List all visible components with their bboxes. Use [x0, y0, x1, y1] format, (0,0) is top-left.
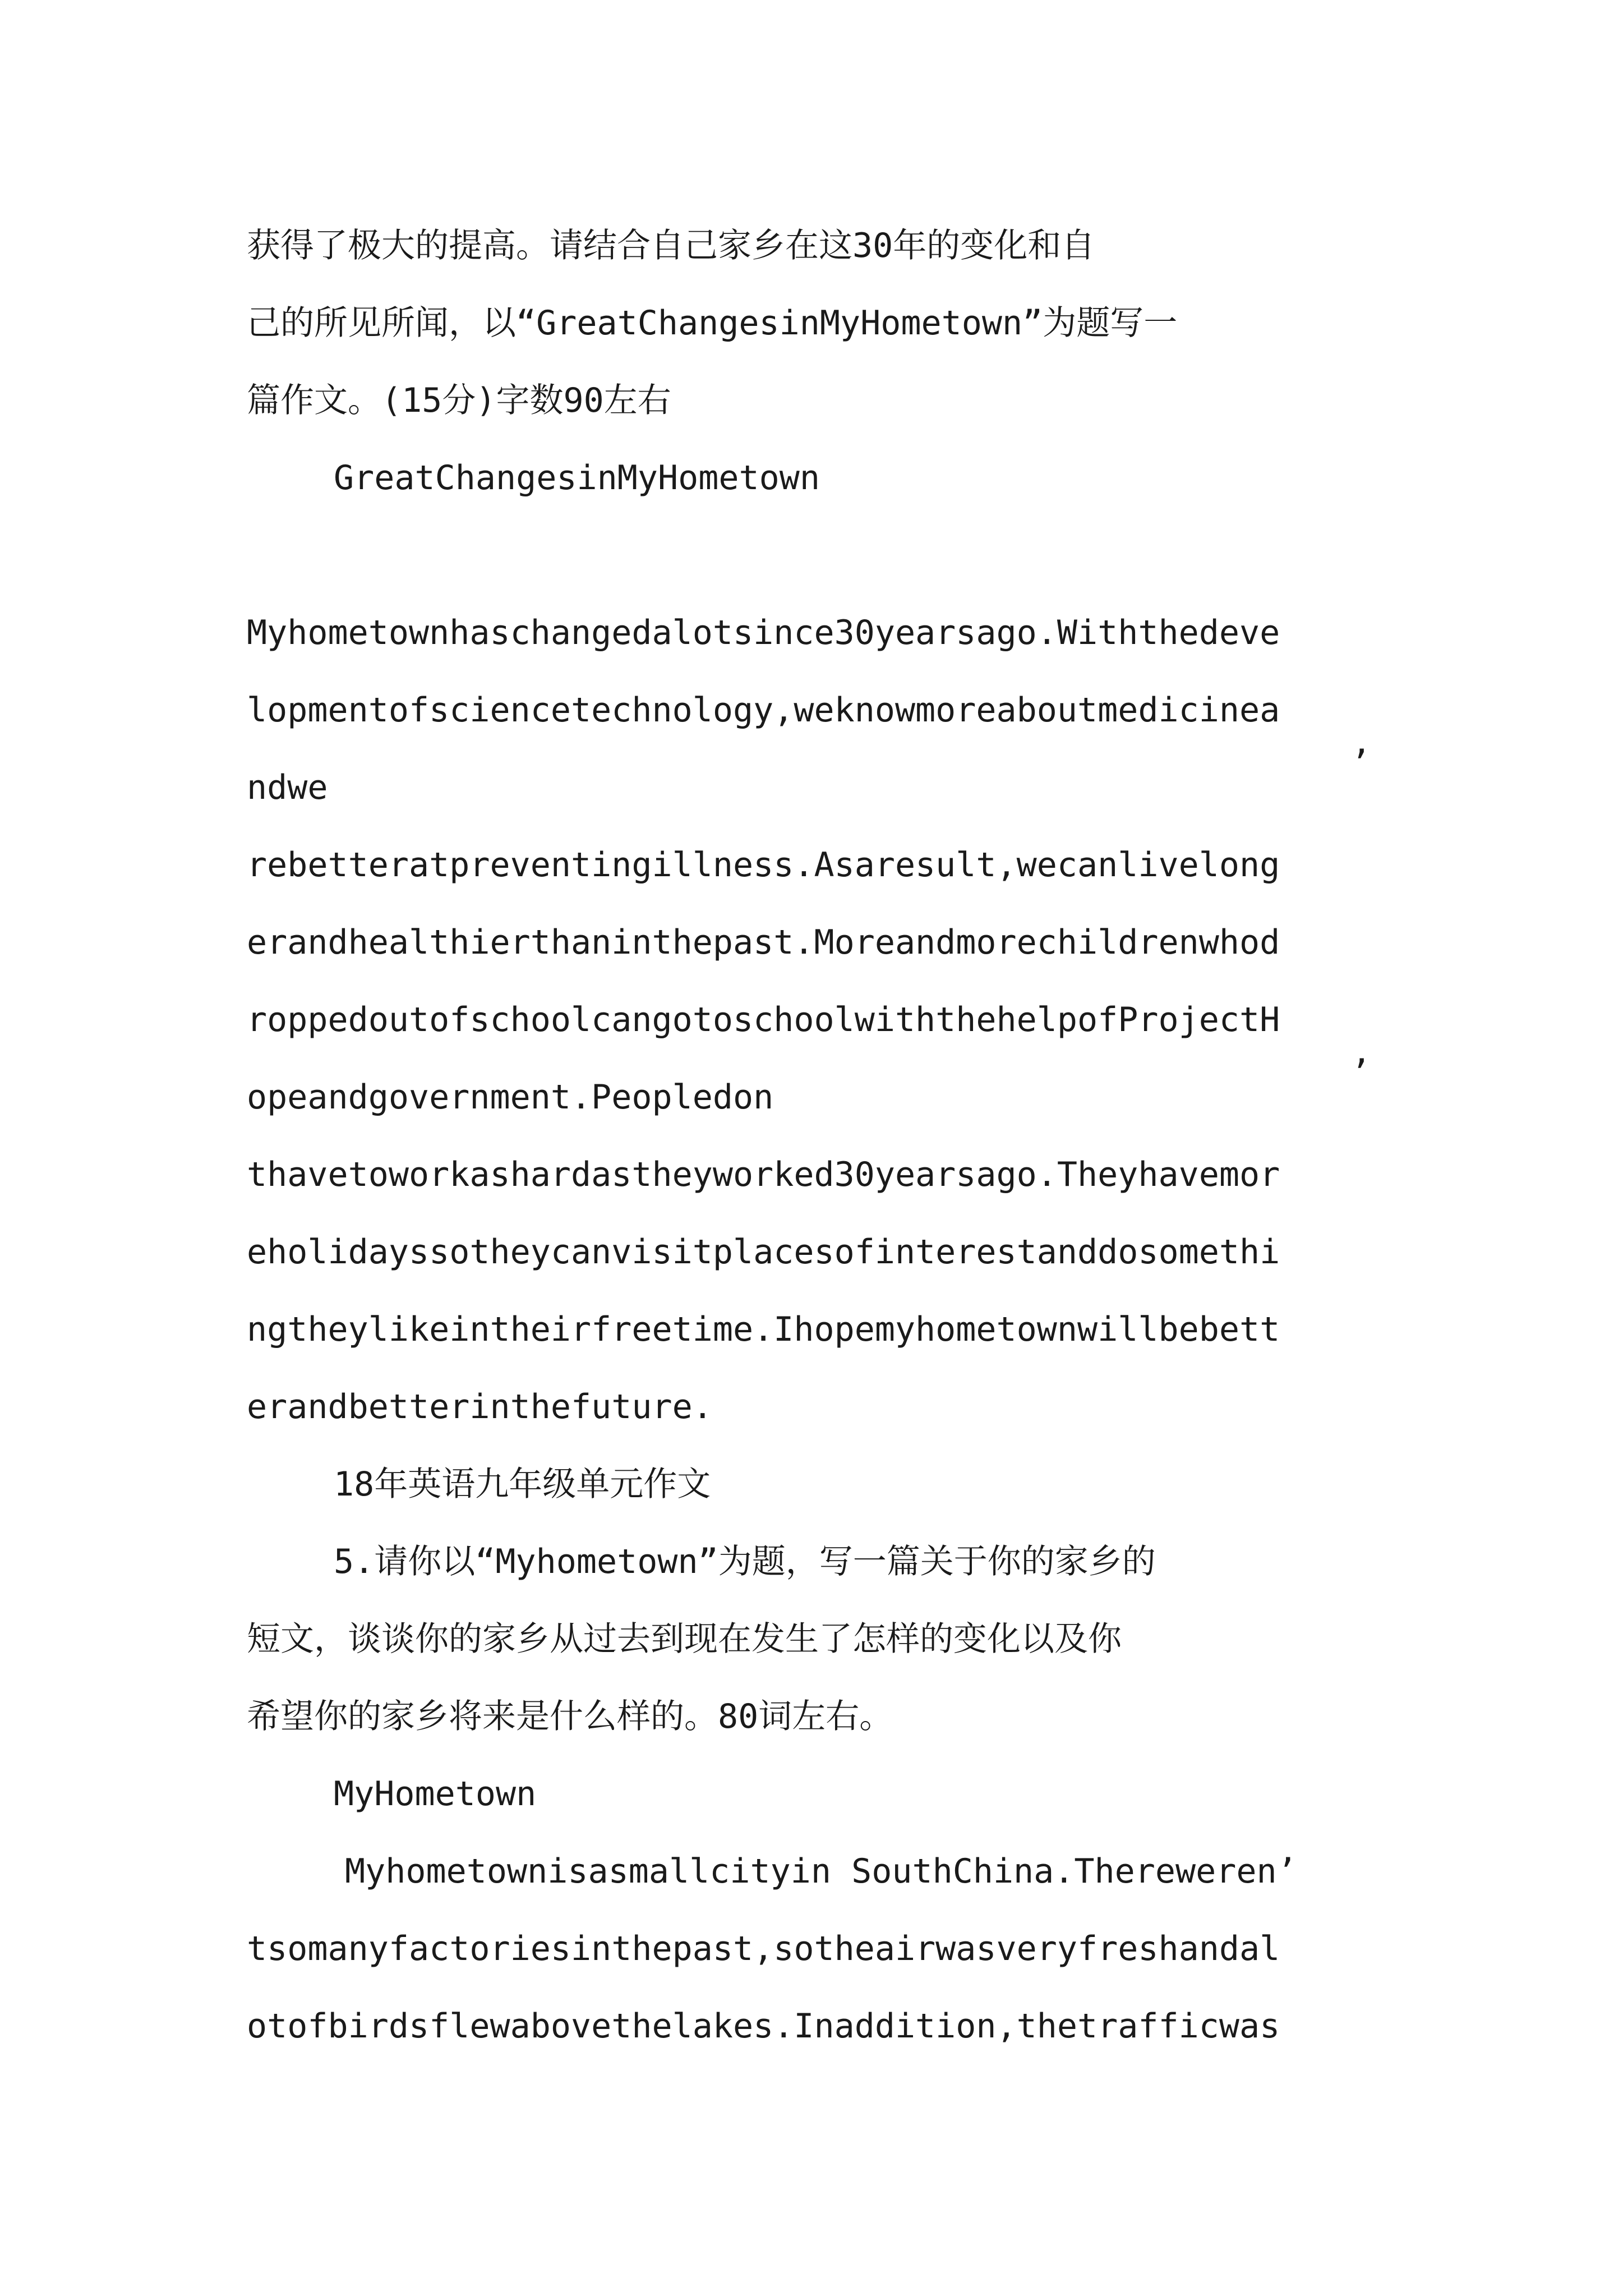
text-line-13: eholidayssotheycanvisitplacesofinterestanddosomethi [247, 1232, 1280, 1272]
floating-apostrophe-2: ’ [1350, 1053, 1371, 1092]
text-line-6: lopmentofsciencetechnology,weknowmoreaboutmedicinea [247, 691, 1280, 730]
text-line-22: tsomanyfactoriesinthepast,sotheairwasveryfreshandal [247, 1929, 1280, 1968]
text-line-8: rebetteratpreventingillness.Asaresult,wecanlivelong [247, 845, 1280, 885]
text-line-19: 希望你的家乡将来是什么样的。80词左右。 [247, 1697, 893, 1736]
text-line-3: 篇作文。(15分)字数90左右 [247, 381, 671, 420]
text-line-2: 己的所见所闻，以“GreatChangesinMyHometown”为题写一 [247, 303, 1178, 343]
text-line-21: Myhometownisasmallcityin SouthChina.Thereweren’ [345, 1852, 1297, 1891]
text-line-1: 获得了极大的提高。请结合自己家乡在这30年的变化和自 [247, 226, 1095, 265]
text-line-17: 5.请你以“Myhometown”为题，写一篇关于你的家乡的 [334, 1542, 1156, 1581]
text-line-14: ngtheylikeintheirfreetime.Ihopemyhometownwillbebett [247, 1310, 1280, 1349]
essay-title-1: GreatChangesinMyHometown [334, 458, 820, 498]
text-line-10: roppedoutofschoolcangotoschoolwiththehelpofProjectH [247, 1000, 1280, 1039]
text-line-11: opeandgovernment.Peopledon [247, 1078, 774, 1117]
text-line-15: erandbetterinthefuture. [247, 1387, 713, 1427]
floating-apostrophe-1: ’ [1350, 743, 1371, 783]
text-line-23: otofbirdsflewabovethelakes.Inaddition,thetrafficwas [247, 2007, 1280, 2046]
essay-title-2: MyHometown [334, 1774, 537, 1814]
text-line-5: Myhometownhaschangedalotsince30yearsago.Withthedeve [247, 613, 1280, 652]
section-heading: 18年英语九年级单元作文 [334, 1465, 711, 1504]
text-line-12: thavetoworkashardastheyworked30yearsago.Theyhavemor [247, 1155, 1280, 1194]
text-line-7: ndwe [247, 768, 328, 807]
text-line-9: erandhealthierthaninthepast.Moreandmorechildrenwhod [247, 923, 1280, 962]
text-line-18: 短文，谈谈你的家乡从过去到现在发生了怎样的变化以及你 [247, 1619, 1122, 1659]
